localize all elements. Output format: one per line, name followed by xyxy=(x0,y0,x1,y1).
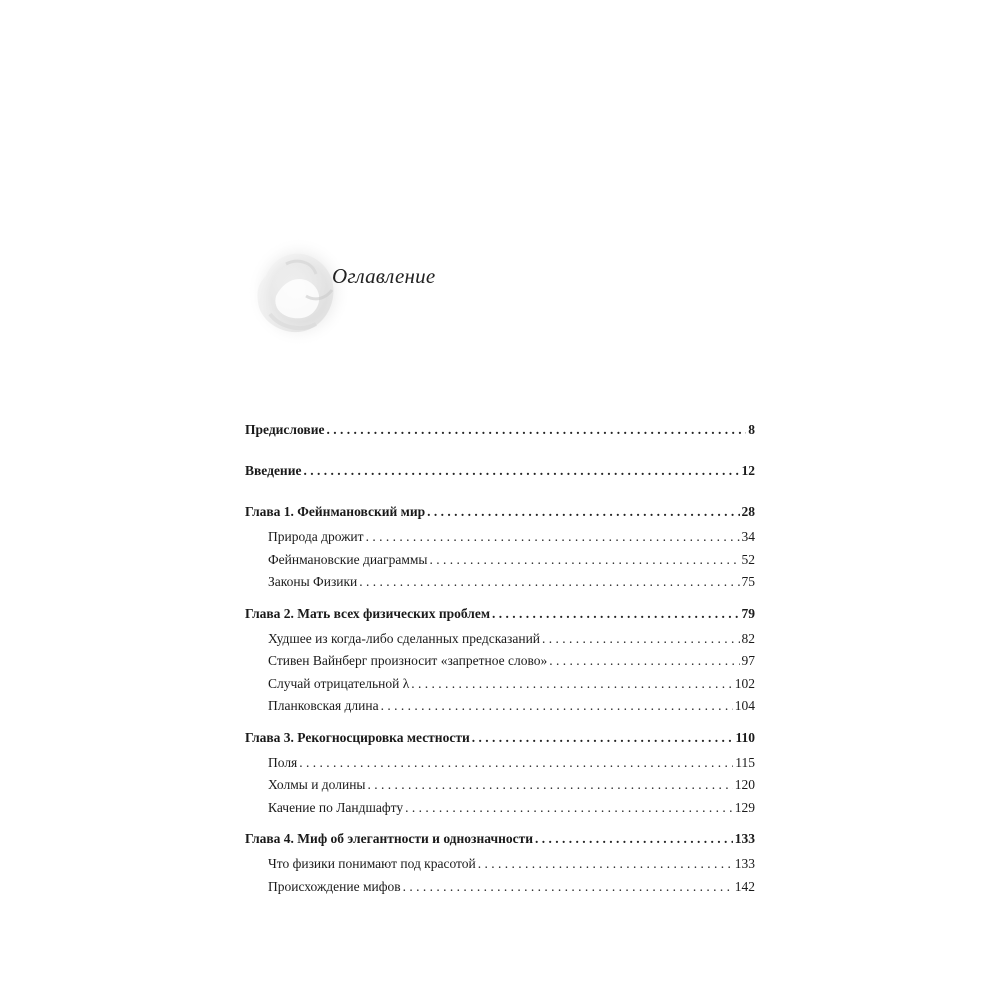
toc-chapter-entry[interactable] xyxy=(245,728,755,748)
toc-entry-title: Природа дрожит xyxy=(268,529,364,544)
toc-entry-title: Глава 3. Рекогносцировка местности xyxy=(245,729,470,745)
toc-entry-title: Фейнмановские диаграммы xyxy=(268,551,428,567)
dot-leader xyxy=(535,829,733,849)
toc-entry-title: Качение по Ландшафту xyxy=(268,799,404,815)
toc-subentry[interactable] xyxy=(245,549,755,572)
toc-subentry[interactable] xyxy=(245,774,755,797)
toc-page-number: 129 xyxy=(734,799,755,815)
toc-page-number: 97 xyxy=(741,653,755,668)
dot-leader xyxy=(549,650,739,673)
dot-leader xyxy=(303,461,739,481)
toc-chapter-entry[interactable] xyxy=(245,502,755,522)
dot-leader xyxy=(359,571,739,594)
dot-leader xyxy=(368,774,733,797)
toc-chapter-entry[interactable] xyxy=(245,604,755,624)
toc-subentry[interactable] xyxy=(245,695,755,718)
toc-chapter-entry[interactable] xyxy=(245,420,755,440)
toc-subentry[interactable] xyxy=(245,526,755,549)
toc-entry-title: Введение xyxy=(245,463,302,478)
toc-entry-title: Что физики понимают под красотой xyxy=(268,856,476,871)
toc-chapter-entry[interactable] xyxy=(245,461,755,481)
toc-page-number: 104 xyxy=(734,698,755,713)
dot-leader xyxy=(492,604,739,624)
toc-page-number: 102 xyxy=(734,675,755,691)
toc-page-number: 120 xyxy=(734,777,755,792)
toc-entry-title: Предисловие xyxy=(245,422,325,437)
table-of-contents xyxy=(245,420,755,908)
toc-subentry[interactable] xyxy=(245,571,755,594)
dot-leader xyxy=(429,549,739,572)
toc-page-number: 142 xyxy=(734,878,755,894)
toc-subentry[interactable] xyxy=(245,673,755,696)
toc-entry-title: Планковская длина xyxy=(268,698,379,713)
toc-section xyxy=(245,829,755,898)
toc-entry-title: Случай отрицательной λ xyxy=(268,675,410,691)
toc-section xyxy=(245,461,755,481)
toc-subentry[interactable] xyxy=(245,876,755,899)
toc-page-number: 82 xyxy=(741,630,755,646)
toc-page-number: 75 xyxy=(741,574,755,589)
toc-subentry[interactable] xyxy=(245,650,755,673)
dot-leader xyxy=(427,502,739,522)
toc-page-number: 115 xyxy=(735,754,755,770)
toc-subentry[interactable] xyxy=(245,752,755,775)
toc-page-number: 133 xyxy=(734,856,755,871)
toc-section xyxy=(245,420,755,440)
toc-entry-title: Законы Физики xyxy=(268,574,358,589)
toc-page-number: 52 xyxy=(741,551,755,567)
toc-entry-title: Глава 2. Мать всех физических проблем xyxy=(245,605,491,621)
toc-page-number: 28 xyxy=(741,504,755,519)
toc-section xyxy=(245,604,755,718)
toc-entry-title: Происхождение мифов xyxy=(268,878,401,894)
dot-leader xyxy=(366,526,740,549)
toc-subentries xyxy=(245,752,755,820)
dot-leader xyxy=(478,853,733,876)
page-title: Оглавление xyxy=(332,264,436,288)
dot-leader xyxy=(411,673,732,696)
toc-page-number: 79 xyxy=(741,605,755,621)
toc-subentry[interactable] xyxy=(245,797,755,820)
dot-leader xyxy=(326,420,746,440)
toc-entry-title: Стивен Вайнберг произносит «запретное слово» xyxy=(268,653,548,668)
dot-leader xyxy=(542,628,739,651)
toc-subentries xyxy=(245,853,755,898)
toc-section xyxy=(245,502,755,594)
toc-subentry[interactable] xyxy=(245,853,755,876)
toc-entry-title: Худшее из когда-либо сделанных предсказаний xyxy=(268,630,541,646)
toc-page-number: 133 xyxy=(734,831,755,846)
toc-page-number: 12 xyxy=(741,463,755,478)
toc-entry-title: Глава 1. Фейнмановский мир xyxy=(245,504,426,519)
dot-leader xyxy=(472,728,734,748)
dot-leader xyxy=(299,752,733,775)
toc-entry-title: Глава 4. Миф об элегантности и однозначности xyxy=(245,831,533,846)
toc-section xyxy=(245,728,755,820)
toc-page-number: 8 xyxy=(748,422,755,437)
dot-leader xyxy=(405,797,733,820)
toc-chapter-entry[interactable] xyxy=(245,829,755,849)
dot-leader xyxy=(403,876,733,899)
toc-subentries xyxy=(245,628,755,718)
toc-page-number: 34 xyxy=(741,529,755,544)
toc-entry-title: Холмы и долины xyxy=(268,777,366,792)
dot-leader xyxy=(381,695,733,718)
toc-entry-title: Поля xyxy=(268,754,298,770)
toc-page-number: 110 xyxy=(735,729,755,745)
toc-subentries xyxy=(245,526,755,594)
ornament-image xyxy=(246,236,352,348)
toc-subentry[interactable] xyxy=(245,628,755,651)
